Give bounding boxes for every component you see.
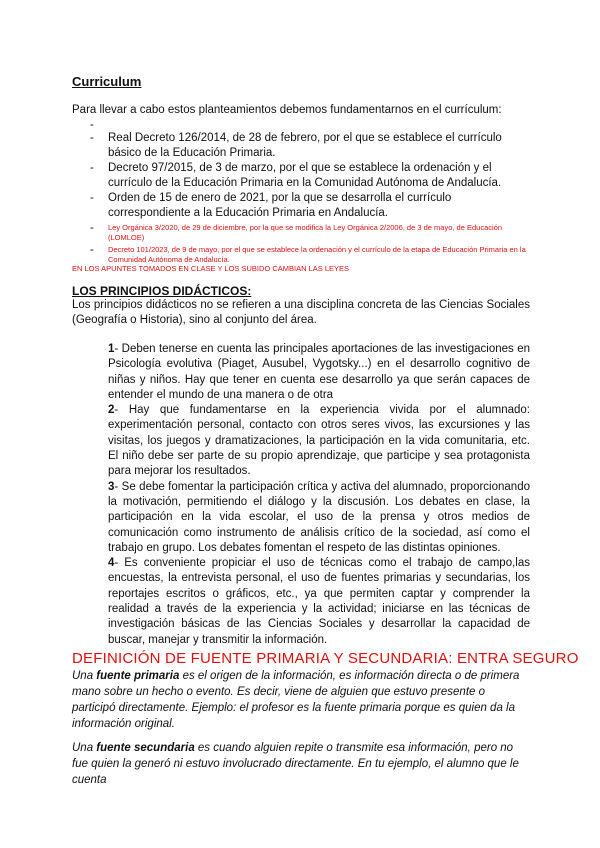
red-note: EN LOS APUNTES TOMADOS EN CLASE Y LOS SUBIDO CAMBIAN LAS LEYES bbox=[72, 264, 350, 273]
principle-point: 4- Es conveniente propiciar el uso de técnicas como el trabajo de campo,las encuestas, la entrevista personal, el uso de fuentes primarias y secundarias, los reportajes escritos o gráficos, etc., ya que permiten captar y comprender la realidad a través de la experiencia y la actividad; iniciarse en las técnicas de investigación básicas de las Ciencias Sociales y desarrollar la capacidad de buscar, manejar y transmitir la información. bbox=[108, 557, 530, 646]
principios-points bbox=[108, 342, 530, 648]
curriculum-intro: Para llevar a cabo estos planteamientos debemos fundamentarnos en el currículum: bbox=[72, 104, 502, 116]
list-item: - Orden de 15 de enero de 2021, por la que se desarrolla el currículo correspondiente a la Educación Primaria en Andalucía. bbox=[90, 191, 530, 221]
principle-point: 1- Deben tenerse en cuenta las principales aportaciones de las investigaciones en Psicología evolutiva (Piaget, Ausubel, Vygotsky...) en el desarrollo cognitivo de niñas y niños. Hay que tener en cuenta ese desarrollo ya que serán capaces de entender el mundo de una manera o de otra bbox=[108, 343, 530, 401]
list-item-red: - Ley Orgánica 3/2020, de 29 de diciembre, por la que se modifica la Ley Orgánica 2/2006, de 3 de mayo, de Educación (LOMLOE) bbox=[90, 223, 530, 243]
fuente-primaria-paragraph: Una fuente primaria es el origen de la información, es información directa o de primera mano sobre un hecho o evento. Es decir, viene de alguien que estuvo presente o participó directamente. Ejemplo: el profesor es la fuente primaria porque es quien da la información original. bbox=[72, 670, 520, 730]
principle-point: 3- Se debe fomentar la participación crítica y activa del alumnado, proporcionando la motivación, permitiendo el diálogo y la discusión. Los debates en clase, la participación en la vida escolar, el uso de la prensa y otros medios de comunicación como instrumento de análisis crítico de la sociedad, así como el trabajo en grupo. Los debates fomentan el respeto de las distintas opiniones. bbox=[108, 480, 530, 554]
principios-heading: LOS PRINCIPIOS DIDÁCTICOS: bbox=[72, 284, 252, 298]
list-item: - Decreto 97/2015, de 3 de marzo, por el que se establece la ordenación y el currículo de la Educación Primaria en la Comunidad Autónoma de Andalucía. bbox=[90, 161, 530, 191]
principios-intro: Los principios didácticos no se refieren a una disciplina concreta de las Ciencias Sociales (Geografía o Historia), sino al conjunto del área. bbox=[72, 299, 530, 327]
fuentes-title: DEFINICIÓN DE FUENTE PRIMARIA Y SECUNDARIA: ENTRA SEGURO bbox=[72, 650, 579, 667]
curriculum-list bbox=[90, 118, 530, 265]
principle-point: 2- Hay que fundamentarse en la experiencia vivida por el alumnado: experimentación personal, contacto con otros seres vivos, las excursiones y las visitas, los juegos y dramatizaciones, la participación en la vida comunitaria, etc. El niño debe ser parte de su propio aprendizaje, que participe y sea protagonista para mejorar los resultados. bbox=[108, 404, 530, 478]
fuente-secundaria-paragraph: Una fuente secundaria es cuando alguien repite o transmite esa información, pero no fue quien la generó ni estuvo involucrado directamente. En tu ejemplo, el alumno que le cuenta bbox=[72, 742, 519, 786]
list-item: - Real Decreto 126/2014, de 28 de febrero, por el que se establece el currículo básico de la Educación Primaria. bbox=[90, 131, 530, 161]
curriculum-heading: Curriculum bbox=[72, 74, 142, 89]
list-item-red: - Decreto 101/2023, de 9 de mayo, por el que se establece la ordenación y el currículo de la etapa de Educación Primaria en la Comunidad Autónoma de Andalucía. bbox=[90, 245, 530, 265]
